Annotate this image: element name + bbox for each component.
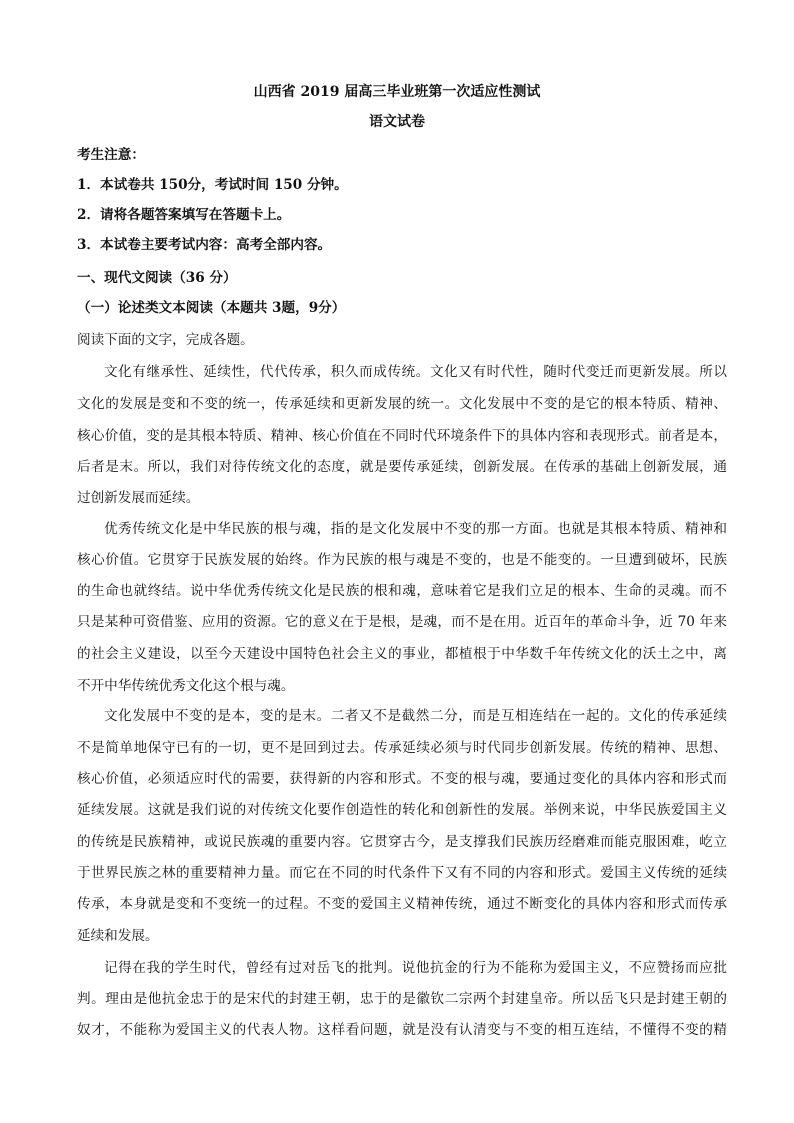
paragraph-4-line-1: 记得在我的学生时代，曾经有过对岳飞的批判。说他抗金的行为不能称为爱国主义，不应赞扬而应批 bbox=[104, 960, 727, 976]
notes-heading: 考生注意： bbox=[77, 147, 145, 163]
paragraph-3-line-2: 不是简单地保守已有的一切，更不是回到过去。传承延续必须与时代同步创新发展。传统的精神、思想、 bbox=[77, 740, 727, 756]
paragraph-1-line-4: 后者是末。所以，我们对待传统文化的态度，就是要传承延续，创新发展。在传承的基础上创新发展，通 bbox=[77, 459, 727, 475]
paragraph-3-line-5: 的传统是民族精神，或说民族魂的重要内容。它贯穿古今，是支撑我们民族历经磨难而能克服困难，屹立 bbox=[77, 834, 727, 850]
document-title: 山西省 2019 届高三毕业班第一次适应性测试 bbox=[253, 84, 541, 100]
paragraph-3-line-8: 延续和发展。 bbox=[77, 928, 159, 944]
note-item-1: 1．本试卷共 150分，考试时间 150 分钟。 bbox=[77, 177, 348, 193]
paragraph-4-line-3: 奴才，不能称为爱国主义的代表人物。这样看问题，就是没有认清变与不变的相互连结，不懂得不变的精 bbox=[77, 1022, 727, 1038]
paragraph-2-line-1: 优秀传统文化是中华民族的根与魂，指的是文化发展中不变的那一方面。也就是其根本特质、精神和 bbox=[104, 521, 727, 537]
paragraph-4-line-2: 判。理由是他抗金忠于的是宋代的封建王朝，忠于的是徽钦二宗两个封建皇帝。所以岳飞只是封建王朝的 bbox=[77, 991, 727, 1007]
paragraph-1-line-5: 过创新发展而延续。 bbox=[77, 490, 200, 506]
paragraph-1-line-2: 文化的发展是变和不变的统一，传承延续和更新发展的统一。文化发展中不变的是它的根本特质、精神、 bbox=[77, 396, 727, 412]
paragraph-3-line-3: 核心价值，必须适应时代的需要，获得新的内容和形式。不变的根与魂，要通过变化的具体内容和形式而 bbox=[77, 771, 727, 787]
section-instruction: 阅读下面的文字，完成各题。 bbox=[77, 332, 254, 348]
paragraph-1-line-1: 文化有继承性、延续性，代代传承，积久而成传统。文化又有时代性，随时代变迁而更新发展。所以 bbox=[104, 364, 727, 380]
paragraph-3-line-6: 于世界民族之林的重要精神力量。而它在不同的时代条件下又有不同的内容和形式。爱国主义传统的延续 bbox=[77, 865, 727, 881]
paragraph-3-line-1: 文化发展中不变的是本，变的是末。二者又不是截然二分，而是互相连结在一起的。文化的传承延续 bbox=[104, 708, 727, 724]
paragraph-3-line-4: 延续发展。这就是我们说的对传统文化要作创造性的转化和创新性的发展。举例来说，中华民族爱国主义 bbox=[77, 802, 727, 818]
paragraph-2-line-5: 的社会主义建设，以至今天建设中国特色社会主义的事业，都植根于中华数千年传统文化的沃土之中，离 bbox=[77, 646, 727, 662]
paragraph-2-line-2: 核心价值。它贯穿于民族发展的始终。作为民族的根与魂是不变的，也是不能变的。一旦遭到破坏，民族 bbox=[77, 552, 727, 568]
paragraph-3-line-7: 传承，本身就是变和不变统一的过程。不变的爱国主义精神传统，通过不断变化的具体内容和形式而传承 bbox=[77, 896, 727, 912]
paragraph-2-line-4: 只是某种可资借鉴、应用的资源。它的意义在于是根，是魂，而不是在用。近百年的革命斗争，近 70 年来 bbox=[77, 614, 727, 630]
note-item-2: 2．请将各题答案填写在答题卡上。 bbox=[77, 207, 291, 223]
paragraph-2-line-3: 的生命也就终结。说中华优秀传统文化是民族的根和魂，意味着它是我们立足的根本、生命的灵魂。而不 bbox=[77, 583, 727, 599]
paragraph-2-line-6: 不开中华传统优秀文化这个根与魂。 bbox=[77, 678, 295, 694]
section-heading: 一、现代文阅读（36 分） bbox=[77, 270, 237, 286]
section-subheading: （一）论述类文本阅读（本题共 3题，9分） bbox=[77, 300, 346, 316]
note-item-3: 3．本试卷主要考试内容：高考全部内容。 bbox=[77, 237, 332, 253]
paragraph-1-line-3: 核心价值，变的是其根本特质、精神、核心价值在不同时代环境条件下的具体内容和表现形式。前者是本， bbox=[77, 428, 727, 444]
document-subtitle: 语文试卷 bbox=[369, 114, 425, 130]
